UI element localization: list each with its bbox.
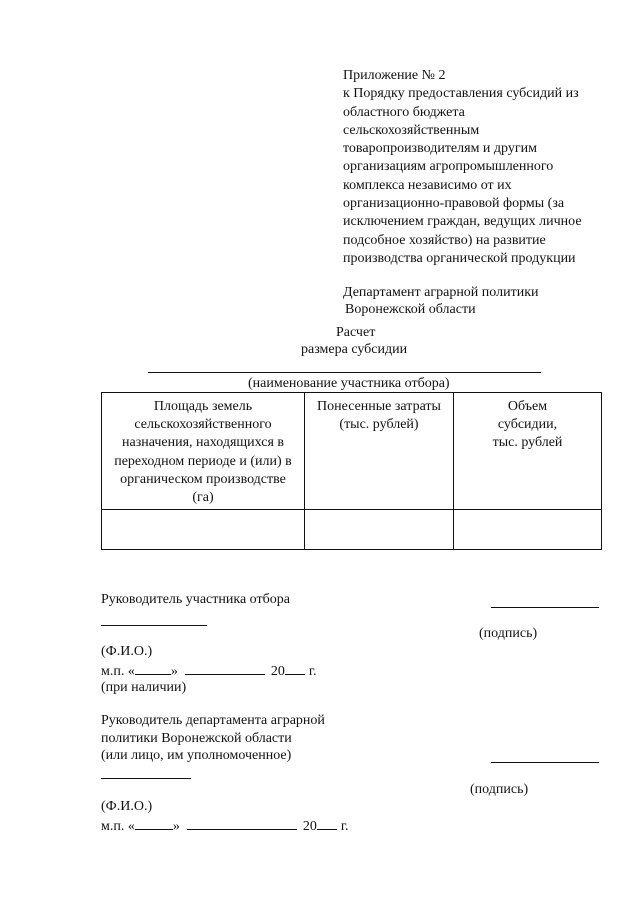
header-text: Площадь земель (153, 399, 253, 414)
signature2-label-line: Руководитель департамента аграрной (101, 713, 325, 728)
signature2-date-line (101, 817, 349, 835)
appendix-line: к Порядку предоставления субсидий из (343, 86, 579, 102)
year-blank[interactable] (285, 662, 305, 675)
mp-close: » (172, 819, 180, 834)
signature2-fio-caption: (Ф.И.О.) (101, 799, 153, 814)
header-text: Понесенные затраты (317, 399, 441, 414)
participant-caption: (наименование участника отбора) (248, 376, 450, 391)
mp-close: » (170, 664, 178, 679)
year-blank[interactable] (317, 817, 337, 830)
header-cell-costs (305, 393, 454, 510)
year-prefix: 20 (302, 819, 317, 834)
day-blank[interactable] (135, 817, 173, 830)
table-cell-area[interactable] (102, 510, 305, 550)
appendix-line: организациям агропромышленного (343, 159, 554, 175)
appendix-line: организационно-правовой формы (за (343, 196, 565, 212)
signature2-sign-line[interactable] (491, 762, 599, 763)
appendix-line: областного бюджета (343, 104, 465, 120)
signature1-podpis-caption: (подпись) (479, 626, 538, 641)
year-suffix: г. (340, 819, 349, 834)
year-prefix: 20 (270, 664, 285, 679)
header-text: переходном периоде и (или) в (114, 453, 292, 469)
header-cell-subsidy (454, 393, 602, 510)
mp-prefix: м.п. « (101, 819, 135, 834)
signature1-label: Руководитель участника отбора (101, 592, 290, 607)
appendix-line: Приложение № 2 (343, 68, 446, 83)
signature2-podpis-caption: (подпись) (470, 782, 529, 797)
department-line: Воронежской области (345, 302, 476, 317)
appendix-line: подсобное хозяйство) на развитие (343, 232, 546, 248)
header-text: (га) (192, 490, 214, 506)
header-cell-area (102, 393, 305, 510)
signature1-name-line[interactable] (101, 625, 207, 626)
department-block (343, 284, 539, 318)
signature1-note: (при наличии) (101, 680, 187, 695)
table-cell-costs[interactable] (305, 510, 454, 550)
table-header-row (102, 393, 602, 510)
signature1-fio-caption: (Ф.И.О.) (101, 644, 153, 659)
header-text: назначения, находящихся в (121, 435, 285, 451)
participant-name-line (148, 372, 541, 373)
title-line-1: Расчет (336, 325, 376, 340)
table-row (102, 510, 602, 550)
header-text: (тыс. рублей) (339, 417, 419, 433)
signature2-name-line[interactable] (101, 778, 191, 779)
header-text: Объем (507, 399, 548, 414)
signature2-label (101, 712, 325, 765)
appendix-line: товаропроизводителям и другим (343, 141, 537, 157)
header-text: тыс. рублей (492, 435, 563, 451)
signature2-label-line: политики Воронежской области (101, 730, 292, 746)
appendix-line: исключением граждан, ведущих личное (343, 214, 582, 230)
month-blank[interactable] (185, 662, 265, 675)
header-text: сельскохозяйственного (134, 417, 272, 433)
calculation-table (101, 392, 602, 550)
title-line-2: размера субсидии (301, 342, 408, 357)
header-text: субсидии, (497, 417, 558, 433)
signature1-date-line (101, 662, 317, 680)
table-cell-subsidy[interactable] (454, 510, 602, 550)
mp-prefix: м.п. « (101, 664, 135, 679)
appendix-line: производства органической продукции (343, 250, 576, 266)
appendix-line: сельскохозяйственным (343, 122, 480, 138)
appendix-header (343, 67, 582, 268)
appendix-line: комплекса независимо от их (343, 177, 512, 193)
header-text: органическом производстве (120, 471, 286, 487)
year-suffix: г. (308, 664, 317, 679)
signature1-sign-line[interactable] (491, 607, 599, 608)
day-blank[interactable] (135, 662, 171, 675)
department-line: Департамент аграрной политики (343, 285, 539, 300)
signature2-label-line: (или лицо, им уполномоченное) (101, 748, 292, 763)
month-blank[interactable] (187, 817, 297, 830)
